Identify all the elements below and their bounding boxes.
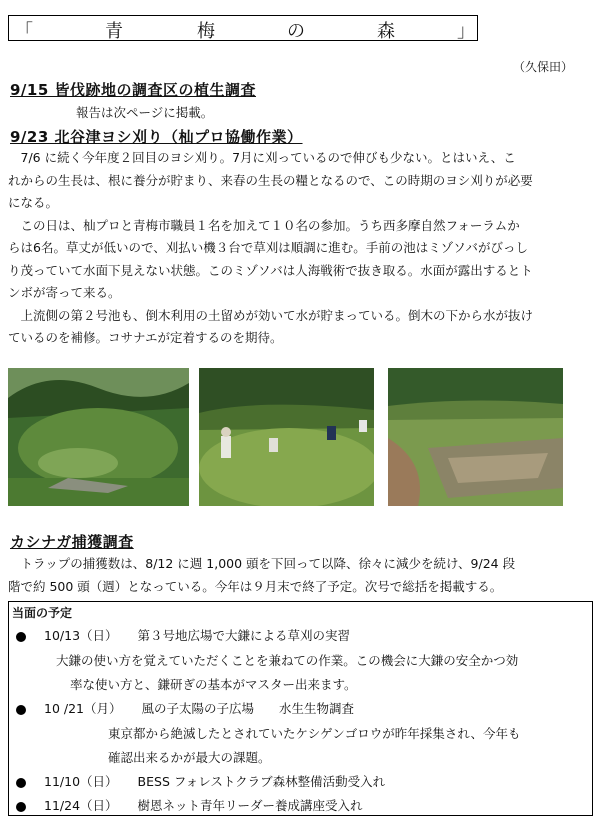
schedule-date-2: 10 /21（月）: [44, 701, 122, 716]
schedule-date-3: 11/10（日）: [44, 774, 118, 789]
title-char-4: 森: [377, 21, 395, 42]
schedule-title: 当面の予定: [12, 606, 73, 620]
p2-line-3: り茂っていて水面下見えない状態。このミゾソバは人海戦術で抜き取る。水面が露出するとト: [8, 262, 533, 278]
schedule-sub-1-2: 率な使い方と、鎌研ぎの基本がマスター出来ます。: [70, 677, 357, 692]
title-char-2: 梅: [197, 21, 215, 42]
schedule-text-4: 樹恩ネット青年リーダー養成講座受入れ: [137, 798, 363, 813]
p2-line-4: ンボが寄って来る。: [8, 285, 121, 300]
p1-line-3: になる。: [8, 195, 59, 210]
kashinaga-line-1: トラップの捕獲数は、8/12 に週 1,000 頭を下回って以降、徐々に減少を続け、9/24 段: [20, 556, 516, 571]
schedule-item-4: [16, 796, 363, 814]
schedule-item-3: [16, 772, 385, 790]
title-char-3: の: [287, 21, 305, 42]
paragraph-1: [8, 147, 588, 350]
schedule-text-3: BESS フォレストクラブ森林整備活動受入れ: [137, 774, 386, 789]
title-close-bracket: 」: [457, 21, 475, 42]
schedule-text-2: 風の子太陽の子広場 水生生物調査: [141, 701, 355, 716]
report-note: 報告は次ページに掲載。: [76, 105, 214, 120]
schedule-item-1: [16, 626, 350, 644]
kashinaga-paragraph: [8, 553, 588, 598]
schedule-date-1: 10/13（日）: [44, 628, 118, 643]
title-open-bracket: 「: [15, 21, 33, 42]
bullet-icon: [16, 632, 26, 642]
schedule-text-1: 第３号地広場で大鎌による草刈の実習: [137, 628, 351, 643]
p1-line-1: 7/6 に続く今年度２回目のヨシ刈り。7月に刈っているので伸びも少ない。とはいえ、こ: [20, 150, 516, 165]
section-heading-reed-cutting: 9/23 北谷津ヨシ刈り（杣プロ協働作業）: [10, 128, 303, 146]
p2-line-2: らは6名。草丈が低いので、刈払い機３台で草刈は順調に進む。手前の池はミゾソバがびっし: [8, 240, 528, 255]
schedule-sub-2-2: 確認出来るかが最大の課題。: [108, 750, 271, 765]
photo-pond-cleared: [388, 368, 563, 506]
photo-pond-overgrown: [8, 368, 189, 506]
section-heading-vegetation-survey: 9/15 皆伐跡地の調査区の植生調査: [10, 81, 257, 99]
kashinaga-line-2: 階で約 500 頭（週）となっている。今年は９月末で終了予定。次号で総括を掲載する。: [8, 578, 503, 594]
p3-line-1: 上流側の第２号池も、倒木利用の土留めが効いて水が貯まっている。倒木の下から水が抜け: [20, 307, 534, 323]
p3-line-2: ているのを補修。コサナエが定着するのを期待。: [8, 330, 283, 345]
title-box: [8, 15, 478, 41]
bullet-icon: [16, 705, 26, 715]
section-heading-kashinaga-survey: カシナガ捕獲調査: [10, 533, 134, 551]
schedule-date-4: 11/24（日）: [44, 798, 118, 813]
schedule-sub-2-1: 東京都から絶滅したとされていたケシゲンゴロウが昨年採集され、今年も: [108, 726, 521, 741]
schedule-item-2: [16, 699, 354, 717]
p1-line-2: れからの生長は、根に養分が貯まり、来春の生長の糧となるので、この時期のヨシ刈りが必要: [8, 172, 533, 188]
photo-workers-cutting: [199, 368, 374, 506]
bullet-icon: [16, 802, 26, 812]
p2-line-1: この日は、杣プロと青梅市職員１名を加えて１０名の参加。うち西多摩自然フォーラムか: [20, 217, 520, 233]
author: （久保田）: [512, 60, 573, 74]
bullet-icon: [16, 778, 26, 788]
schedule-sub-1-1: 大鎌の使い方を覚えていただくことを兼ねての作業。この機会に大鎌の安全かつ効: [56, 653, 519, 668]
title-char-1: 青: [105, 21, 123, 42]
